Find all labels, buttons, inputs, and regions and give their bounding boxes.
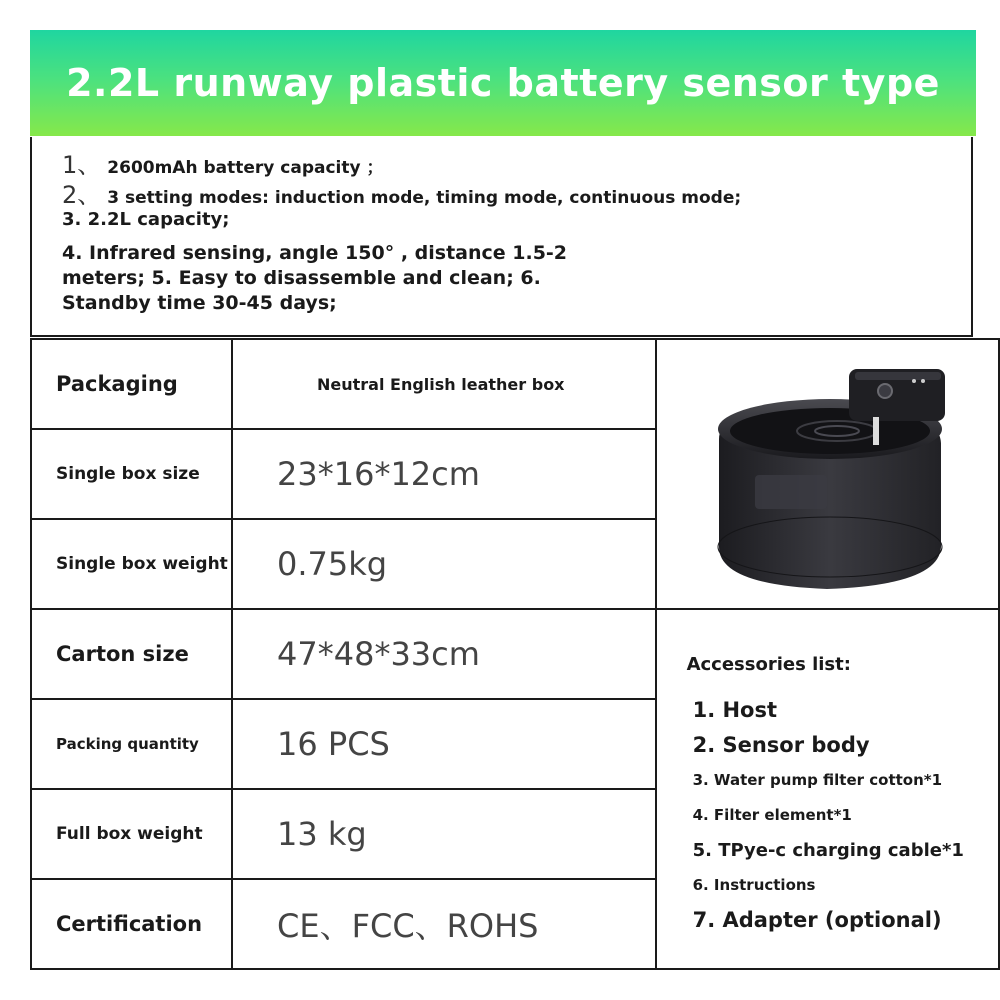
feature-text-1: 2600mAh battery capacity ； <box>107 158 384 178</box>
spec-label: Single box size <box>31 429 232 519</box>
feature-text-2: 3 setting modes: induction mode, timing mode, continuous mode; <box>107 188 742 208</box>
spec-value: 16 PCS <box>232 699 656 789</box>
feature-line-3: 3. 2.2L capacity; <box>62 209 230 230</box>
list-item: 4. Filter element*1 <box>692 806 852 824</box>
page-title: 2.2L runway plastic battery sensor type <box>66 61 940 105</box>
pet-water-fountain-icon <box>677 347 977 597</box>
product-image-cell <box>656 339 999 609</box>
list-item: 1. Host <box>692 698 778 722</box>
list-item: 6. Instructions <box>692 876 816 894</box>
spec-value: 0.75kg <box>232 519 656 609</box>
spec-label: Packing quantity <box>31 699 232 789</box>
feature-line-2 <box>62 175 741 210</box>
list-item: 2. Sensor body <box>692 733 870 757</box>
spec-label: Carton size <box>31 609 232 699</box>
feature-number-2: 2、 <box>62 181 102 209</box>
spec-label: Single box weight <box>31 519 232 609</box>
spec-table <box>30 338 1000 970</box>
accessories-title: Accessories list: <box>686 654 851 675</box>
feature-number-1: 1、 <box>62 151 102 179</box>
feature-line-4: 4. Infrared sensing, angle 150° , distance 1.5-2 meters; 5. Easy to disassemble and clean; 6. Standby time 30-45 days; <box>62 242 568 314</box>
accessories-cell <box>656 609 999 969</box>
spec-label: Certification <box>31 879 232 969</box>
table-row <box>31 339 999 429</box>
list-item: 7. Adapter (optional) <box>692 908 942 932</box>
table-row <box>31 609 999 699</box>
spec-value: Neutral English leather box <box>232 339 656 429</box>
list-item: 5. TPye-c charging cable*1 <box>692 840 964 861</box>
spec-label: Packaging <box>31 339 232 429</box>
list-item: 3. Water pump filter cotton*1 <box>692 771 943 789</box>
title-banner <box>30 30 976 136</box>
spec-value: 13 kg <box>232 789 656 879</box>
spec-value: 23*16*12cm <box>232 429 656 519</box>
spec-value: 47*48*33cm <box>232 609 656 699</box>
features-box <box>30 137 973 337</box>
spec-label: Full box weight <box>31 789 232 879</box>
spec-value: CE、FCC、ROHS <box>232 879 656 969</box>
